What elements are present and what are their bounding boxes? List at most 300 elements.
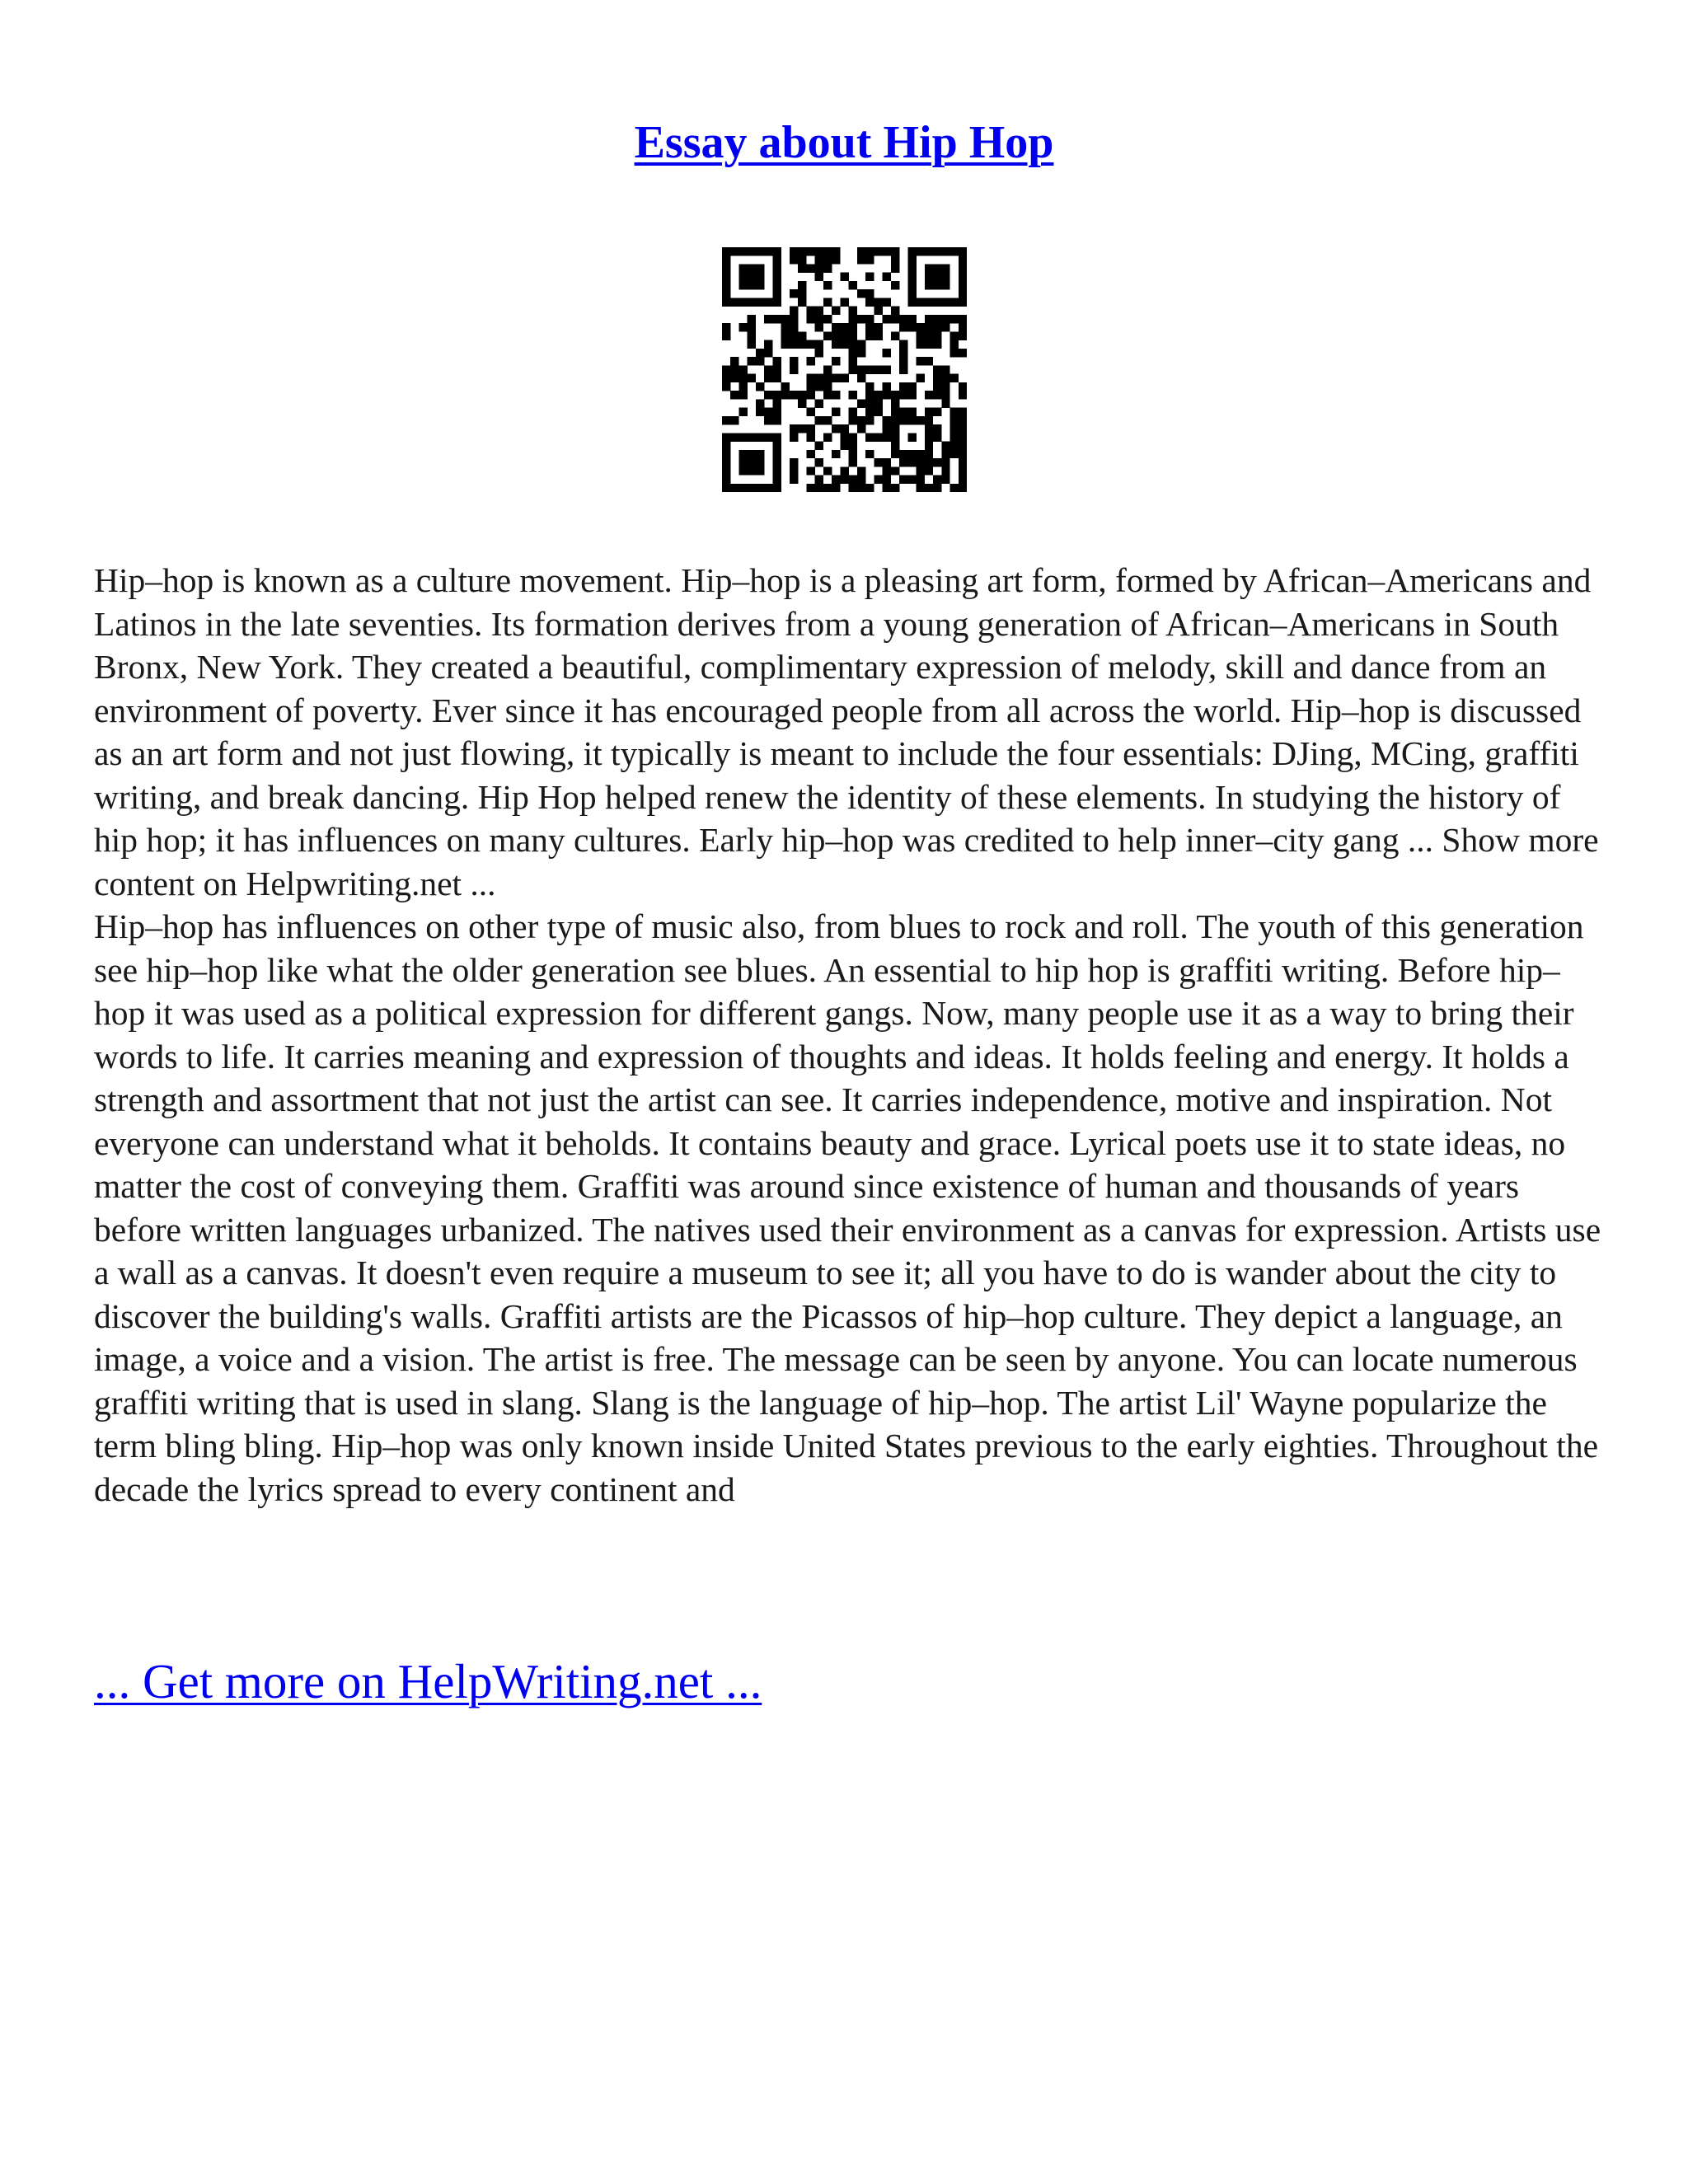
qr-module [823,382,832,391]
qr-module [815,349,823,357]
qr-module [950,349,959,357]
qr-code-icon [722,247,967,492]
qr-module [899,315,907,323]
qr-module [772,408,781,416]
qr-module [823,298,832,306]
qr-module [790,323,798,331]
qr-module [933,298,941,306]
qr-module [849,476,857,484]
qr-module [899,365,907,373]
qr-module [917,374,925,382]
qr-module [772,450,781,458]
qr-module [823,315,832,323]
qr-module [730,365,738,373]
qr-module [730,391,738,399]
qr-module [764,298,772,306]
qr-module [823,365,832,373]
qr-module [748,331,756,340]
qr-module [823,374,832,382]
qr-module [899,340,907,349]
qr-module [891,424,899,433]
qr-module [891,450,899,458]
qr-module [772,357,781,365]
qr-module [917,458,925,466]
qr-module [815,374,823,382]
qr-module [790,340,798,349]
qr-module [959,247,967,255]
qr-module [815,273,823,281]
qr-module [738,264,747,272]
qr-module [907,323,916,331]
qr-module [748,247,756,255]
qr-module [874,247,882,255]
qr-module [857,424,865,433]
qr-module [772,289,781,298]
qr-module [857,255,865,264]
qr-module [832,391,840,399]
qr-module [849,307,857,315]
qr-module [832,476,840,484]
qr-module [806,247,814,255]
qr-module [756,484,764,492]
qr-module [865,255,874,264]
qr-module [959,298,967,306]
qr-module [722,323,730,331]
qr-module [933,424,941,433]
qr-module [748,450,756,458]
qr-module [907,382,916,391]
qr-module [756,357,764,365]
qr-module [950,484,959,492]
qr-module [730,357,738,365]
qr-module [891,315,899,323]
qr-module [907,315,916,323]
qr-module [891,307,899,315]
qr-module [849,391,857,399]
qr-module [925,450,933,458]
qr-module [925,331,933,340]
qr-module [756,466,764,475]
qr-module [738,458,747,466]
qr-module [815,255,823,264]
qr-module [857,399,865,407]
qr-module [730,416,738,424]
qr-module [790,476,798,484]
qr-module [883,391,891,399]
qr-module [865,484,874,492]
qr-module [764,340,772,349]
qr-module [891,255,899,264]
qr-module [883,315,891,323]
qr-module [832,450,840,458]
qr-module [959,349,967,357]
qr-module [772,466,781,475]
qr-module [798,331,806,340]
qr-module [874,399,882,407]
qr-module [950,340,959,349]
qr-module [941,273,950,281]
qr-module [857,340,865,349]
qr-module [849,323,857,331]
qr-module [925,442,933,450]
qr-module [764,365,772,373]
qr-module [722,450,730,458]
qr-module [730,298,738,306]
qr-module [925,458,933,466]
qr-module [857,374,865,382]
qr-module [722,484,730,492]
qr-module [933,273,941,281]
qr-module [815,340,823,349]
qr-module [925,315,933,323]
qr-module [917,323,925,331]
qr-module [899,391,907,399]
qr-module [941,442,950,450]
qr-module [849,331,857,340]
qr-module [883,247,891,255]
qr-module [907,416,916,424]
qr-module [730,374,738,382]
qr-module [933,458,941,466]
qr-module [781,315,790,323]
qr-module [806,374,814,382]
qr-module [857,476,865,484]
qr-module [874,476,882,484]
qr-module [823,433,832,441]
qr-module [933,476,941,484]
qr-module [959,391,967,399]
qr-module [857,247,865,255]
qr-module [738,382,747,391]
qr-module [798,340,806,349]
qr-module [925,391,933,399]
qr-module [840,273,848,281]
qr-module [806,391,814,399]
qr-module [959,331,967,340]
qr-module [756,408,764,416]
qr-module [899,450,907,458]
qr-module [748,458,756,466]
qr-module [849,357,857,365]
qr-module [722,273,730,281]
qr-module [756,433,764,441]
qr-module [849,450,857,458]
qr-module [748,374,756,382]
qr-module [798,399,806,407]
qr-module [941,247,950,255]
qr-module [941,323,950,331]
qr-module [738,484,747,492]
qr-module [738,273,747,281]
qr-module [823,247,832,255]
qr-module [849,484,857,492]
qr-module [925,247,933,255]
qr-module [959,416,967,424]
qr-module [815,399,823,407]
qr-module [874,298,882,306]
qr-module [772,273,781,281]
qr-module [891,442,899,450]
qr-module [917,484,925,492]
qr-module [883,433,891,441]
qr-module [772,416,781,424]
qr-module [950,315,959,323]
qr-module [823,264,832,272]
qr-module [883,424,891,433]
qr-module [865,399,874,407]
qr-module [823,416,832,424]
qr-module [941,450,950,458]
qr-module [823,331,832,340]
qr-module [764,391,772,399]
qr-module [781,382,790,391]
qr-module [748,281,756,289]
qr-module [941,466,950,475]
qr-module [722,298,730,306]
qr-module [899,476,907,484]
qr-module [849,416,857,424]
qr-module [857,466,865,475]
qr-module [730,247,738,255]
qr-module [849,442,857,450]
qr-module [756,281,764,289]
qr-module [849,458,857,466]
qr-module [933,382,941,391]
qr-module [907,391,916,399]
qr-module [815,442,823,450]
get-more-link[interactable]: ... Get more on HelpWriting.net ... [94,1654,762,1708]
qr-module [907,298,916,306]
qr-module [756,264,764,272]
qr-module [865,298,874,306]
qr-module [891,391,899,399]
qr-module [849,315,857,323]
qr-module [798,281,806,289]
qr-module [798,424,806,433]
essay-paragraph-1: Hip–hop is known as a culture movement. Hip–hop is a pleasing art form, formed by African–Americans and Latinos in the late seventies. Its formation derives from a young generation of African–Americans in South Bronx, New York. They created a beautiful, complimentary expression of melody, skill and dance from an environment of poverty. Ever since it has encouraged people from all across the world. Hip–hop is discussed as an art form and not just flowing, it typically is meant to include the four essentials: DJing, MCing, graffiti writing, and break dancing. Hip Hop helped renew the identity of these elements. In studying the history of hip hop; it has influences on many cultures. Early hip–hop was credited to help inner–city gang ... Show more content on Helpwriting.net ... [94,561,1599,902]
qr-module [806,307,814,315]
qr-module [865,382,874,391]
qr-module [917,247,925,255]
qr-module [959,466,967,475]
qr-module [781,340,790,349]
qr-module [756,458,764,466]
qr-module [941,374,950,382]
qr-module [883,476,891,484]
qr-module [772,247,781,255]
qr-module [933,331,941,340]
qr-module [806,466,814,475]
qr-module [832,408,840,416]
qr-module [865,315,874,323]
qr-module [781,391,790,399]
qr-module [925,466,933,475]
qr-module [840,331,848,340]
qr-module [941,264,950,272]
qr-module [865,323,874,331]
qr-module [790,289,798,298]
qr-module [891,416,899,424]
qr-module [798,289,806,298]
qr-module [849,433,857,441]
qr-module [925,424,933,433]
qr-module [959,476,967,484]
qr-module [790,466,798,475]
qr-module [865,247,874,255]
qr-module [959,382,967,391]
qr-module [798,247,806,255]
qr-module [738,281,747,289]
qr-module [874,391,882,399]
qr-module [891,331,899,340]
qr-module [840,424,848,433]
qr-module [874,458,882,466]
qr-module [806,424,814,433]
qr-module [950,374,959,382]
qr-module [917,331,925,340]
qr-module [832,323,840,331]
qr-module [815,264,823,272]
qr-module [941,476,950,484]
qr-module [874,323,882,331]
qr-module [806,357,814,365]
qr-module [950,442,959,450]
qr-module [925,298,933,306]
qr-module [883,416,891,424]
qr-module [941,315,950,323]
qr-module [865,433,874,441]
qr-module [832,307,840,315]
qr-module [756,298,764,306]
qr-module [874,307,882,315]
qr-module [815,323,823,331]
qr-module [722,382,730,391]
qr-module [738,323,747,331]
qr-module [959,424,967,433]
qr-module [815,484,823,492]
qr-module [857,289,865,298]
qr-module [832,247,840,255]
qr-module [738,374,747,382]
qr-module [865,391,874,399]
qr-module [748,484,756,492]
qr-module [933,340,941,349]
qr-module [917,476,925,484]
qr-module [865,416,874,424]
qr-module [891,408,899,416]
qr-module [874,365,882,373]
qr-module [790,255,798,264]
qr-module [748,466,756,475]
qr-module [883,349,891,357]
qr-module [748,323,756,331]
qr-module [917,416,925,424]
qr-module [764,433,772,441]
qr-module [891,484,899,492]
qr-module [798,391,806,399]
qr-module [933,247,941,255]
qr-module [815,315,823,323]
qr-module [748,315,756,323]
qr-module [772,399,781,407]
qr-module [722,458,730,466]
qr-module [722,331,730,340]
qr-module [899,416,907,424]
qr-module [950,424,959,433]
qr-module [933,374,941,382]
title-link[interactable]: Essay about Hip Hop [634,117,1054,168]
qr-module [933,281,941,289]
qr-module [849,349,857,357]
qr-module [748,273,756,281]
qr-module [907,281,916,289]
qr-module [815,382,823,391]
qr-module [790,424,798,433]
qr-module [840,442,848,450]
qr-module [748,298,756,306]
qr-module [865,273,874,281]
qr-module [849,340,857,349]
qr-module [772,433,781,441]
qr-module [722,365,730,373]
qr-module [959,323,967,331]
qr-module [907,255,916,264]
qr-module [917,357,925,365]
qr-module [891,281,899,289]
qr-module [925,408,933,416]
qr-module [865,365,874,373]
qr-module [764,416,772,424]
qr-module [722,289,730,298]
qr-module [950,298,959,306]
qr-module [790,357,798,365]
qr-module [917,450,925,458]
qr-module [790,433,798,441]
qr-module [941,298,950,306]
qr-module [772,484,781,492]
qr-module [748,340,756,349]
qr-module [925,281,933,289]
qr-module [865,450,874,458]
qr-module [899,408,907,416]
qr-module [933,315,941,323]
qr-module [815,307,823,315]
qr-module [899,349,907,357]
qr-module [857,365,865,373]
qr-module [959,433,967,441]
qr-module [790,331,798,340]
qr-module [959,264,967,272]
qr-module [772,315,781,323]
qr-module [865,408,874,416]
qr-module [950,331,959,340]
qr-module [874,408,882,416]
qr-module [874,331,882,340]
qr-module [722,374,730,382]
qr-module [899,357,907,365]
more-link-container [94,1652,762,1711]
qr-module [959,458,967,466]
qr-module [748,433,756,441]
qr-module [865,289,874,298]
qr-module [806,264,814,272]
qr-module [738,433,747,441]
qr-module [798,255,806,264]
qr-module [764,374,772,382]
qr-module [950,416,959,424]
qr-module [730,433,738,441]
qr-module [883,273,891,281]
